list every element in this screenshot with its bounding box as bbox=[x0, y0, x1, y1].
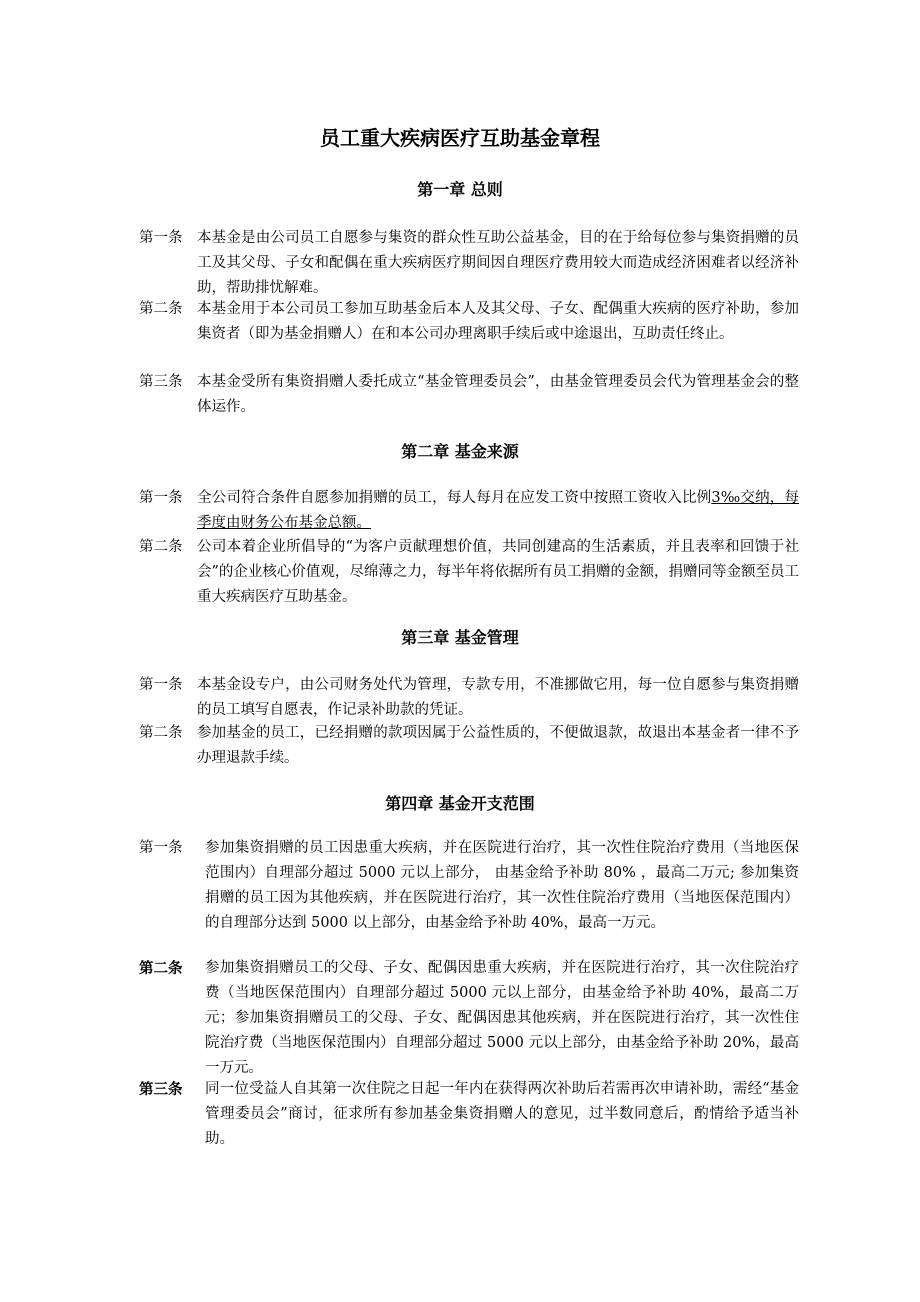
article-text: 同一位受益人自其第一次住院之日起一年内在获得两次补助后若需再次申请补助，需经“基金管理委员会”商讨，征求所有参加基金集资捐赠人的意见，过半数同意后，酌情给予适当补助。 bbox=[205, 1081, 799, 1147]
article-text: 公司本着企业所倡导的“为客户贡献理想价值，共同创建高的生活素质，并且表率和回馈于社会”的企业核心价值观，尽绵薄之力，每半年将依据所有员工捐赠的金额，捐赠同等金额至员工重大疾病医疗互助基金。 bbox=[197, 539, 799, 605]
article-text: 本基金用于本公司员工参加互助基金后本人及其父母、子女、配偶重大疾病的医疗补助，参加集资者（即为基金捐赠人）在和本公司办理离职手续后或中途退出，互助责任终止。 bbox=[197, 301, 799, 342]
article-number: 第二条 bbox=[139, 301, 183, 317]
article-text: 参加集资捐赠员工的父母、子女、配偶因患重大疾病，并在医院进行治疗，其一次住院治疗费（当地医保范围内）自理部分超过 5000 元以上部分，由基金给予补助 40%，最高二万元；参加集资捐赠员工的父母、子女、配偶因患其他疾病，并在医院进行治疗，其一次性住院治疗费（当地医保范围内）自理部分超过 5000 元以上部分，由基金给予补助 20%，最高一万元。 bbox=[205, 960, 799, 1076]
article-text-underlined: 3‰交纳，每季度由财务公布基金总额。 bbox=[197, 490, 800, 531]
article-text bbox=[197, 486, 799, 536]
chapter2-article1 bbox=[139, 486, 799, 536]
chapter1-article1 bbox=[139, 226, 799, 301]
chapter-title-3: 第三章 基金管理 bbox=[401, 628, 519, 647]
article-number: 第三条 bbox=[139, 374, 183, 390]
article-text: 参加集资捐赠的员工因患重大疾病，并在医院进行治疗，其一次性住院治疗费用（当地医保范围内）自理部分超过 5000 元以上部分， 由基金给予补助 80% ，最高二万元; 参加集资捐赠的员工因为其他疾病，并在医院进行治疗，其一次性住院治疗费用（当地医保范围内）的自理部分达到 5000 以上部分，由基金给予补助 40%，最高一万元。 bbox=[205, 840, 799, 931]
chapter-title-4: 第四章 基金开支范围 bbox=[385, 794, 535, 813]
article-text-main: 全公司符合条件自愿参加捐赠的员工，每人每月在应发工资中按照工资收入比例 bbox=[197, 490, 712, 506]
chapter-title-1: 第一章 总则 bbox=[417, 180, 503, 199]
article-number: 第一条 bbox=[139, 490, 183, 506]
chapter1-article2 bbox=[139, 297, 799, 347]
chapter4-article2 bbox=[139, 956, 799, 1081]
article-text: 本基金设专户，由公司财务处代为管理，专款专用，不准挪做它用，每一位自愿参与集资捐赠的员工填写自愿表，作记录补助款的凭证。 bbox=[197, 677, 799, 718]
article-number: 第二条 bbox=[139, 725, 183, 741]
chapter2-article2 bbox=[139, 535, 799, 610]
article-number: 第一条 bbox=[139, 230, 183, 246]
chapter3-article2 bbox=[139, 721, 799, 771]
chapter4-article3 bbox=[139, 1077, 799, 1152]
chapter4-article1 bbox=[139, 836, 799, 936]
article-number: 第二条 bbox=[139, 539, 183, 555]
chapter1-article3 bbox=[139, 370, 799, 420]
article-text: 本基金是由公司员工自愿参与集资的群众性互助公益基金，目的在于给每位参与集资捐赠的员工及其父母、子女和配偶在重大疾病医疗期间因自理医疗费用较大而造成经济困难者以经济补助，帮助排忧解难。 bbox=[197, 230, 799, 296]
chapter-title-2: 第二章 基金来源 bbox=[401, 442, 519, 461]
article-text: 本基金受所有集资捐赠人委托成立“基金管理委员会”，由基金管理委员会代为管理基金会的整体运作。 bbox=[197, 374, 799, 415]
document-title: 员工重大疾病医疗互助基金章程 bbox=[320, 126, 600, 150]
chapter3-article1 bbox=[139, 673, 799, 723]
article-number: 第一条 bbox=[139, 840, 183, 856]
article-number: 第三条 bbox=[139, 1081, 183, 1098]
article-text: 参加基金的员工，已经捐赠的款项因属于公益性质的，不便做退款，故退出本基金者一律不予办理退款手续。 bbox=[197, 725, 799, 766]
article-number: 第二条 bbox=[139, 960, 183, 977]
article-number: 第一条 bbox=[139, 677, 183, 693]
